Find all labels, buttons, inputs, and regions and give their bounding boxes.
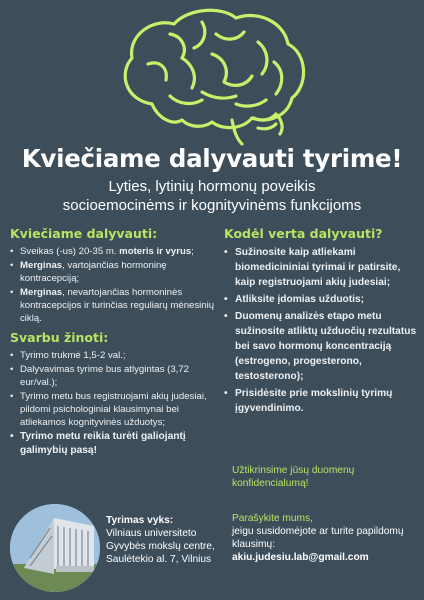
invite-item-2: • Merginas, vartojančias hormoninę kontracepciją; (10, 259, 215, 285)
contact-text: jeigu susidomėjote ar turite papildomų klausimų: (232, 526, 404, 550)
contact-info (232, 512, 420, 564)
subtitle-line-1: Lyties, lytinių hormonų poveikis (108, 178, 316, 195)
venue-address: Vilniaus universiteto Gyvybės mokslų centre, Saulėtekio al. 7, Vilnius (106, 528, 215, 565)
invite-item-3: • Merginas, nevartojančias hormoninės kontracepcijos ir turinčias reguliarų mėnesinių ciklą. (10, 286, 215, 325)
important-item-2: • Dalyvavimas tyrime bus atlygintas (3,72 eur/val.); (10, 363, 215, 389)
venue-info (106, 514, 226, 566)
privacy-note: Užtikrinsime jūsų duomenų konfidencialumą! (232, 465, 355, 489)
right-column (224, 226, 420, 418)
contact-email[interactable]: akiu.judesiu.lab@gmail.com (232, 552, 369, 563)
important-list (10, 349, 215, 458)
invite-list (10, 245, 215, 325)
contact-title: Parašykite mums, (232, 513, 313, 524)
why-heading: Kodėl verta dalyvauti? (224, 226, 383, 241)
brain-illustration (112, 4, 312, 146)
important-item-1: • Tyrimo trukmė 1,5-2 val.; (10, 349, 215, 362)
important-item-strong: • Tyrimo metu reikia turėti galiojantį galimybių pasą! (10, 430, 215, 458)
important-item-3: • Tyrimo metu bus registruojami akių judesiai, pildomi psichologiniai klausimynai bei atliekamos kognityvinės užduotys; (10, 390, 215, 429)
left-column (10, 226, 215, 459)
why-item-2: • Atliksite įdomias užduotis; (224, 292, 420, 307)
why-item-4: • Prisidėsite prie mokslinių tyrimų įgyvendinimo. (224, 386, 420, 416)
invite-heading: Kviečiame dalyvauti: (10, 226, 158, 241)
building-photo (10, 504, 100, 592)
invite-item-1: • Sveikas (-us) 20-35 m. moteris ir vyrus; (10, 245, 215, 258)
important-heading: Svarbu žinoti: (10, 330, 109, 345)
subtitle-line-2: socioemocinėms ir kognityvinėms funkcijoms (62, 197, 362, 214)
page-title: Kviečiame dalyvauti tyrime! (21, 144, 403, 173)
why-item-3: • Duomenų analizės etapo metu sužinosite atliktų užduočių rezultatus bei savo hormonų koncentraciją (estrogeno, progesterono, testosterono); (224, 309, 420, 384)
why-list (224, 245, 420, 416)
why-item-1: • Sužinosite kaip atliekami biomedicininiai tyrimai ir patirsite, kaip registruojami akių judesiai; (224, 245, 420, 290)
venue-title: Tyrimas vyks: (106, 515, 174, 526)
building-icon (10, 504, 100, 592)
subtitle (0, 177, 424, 215)
